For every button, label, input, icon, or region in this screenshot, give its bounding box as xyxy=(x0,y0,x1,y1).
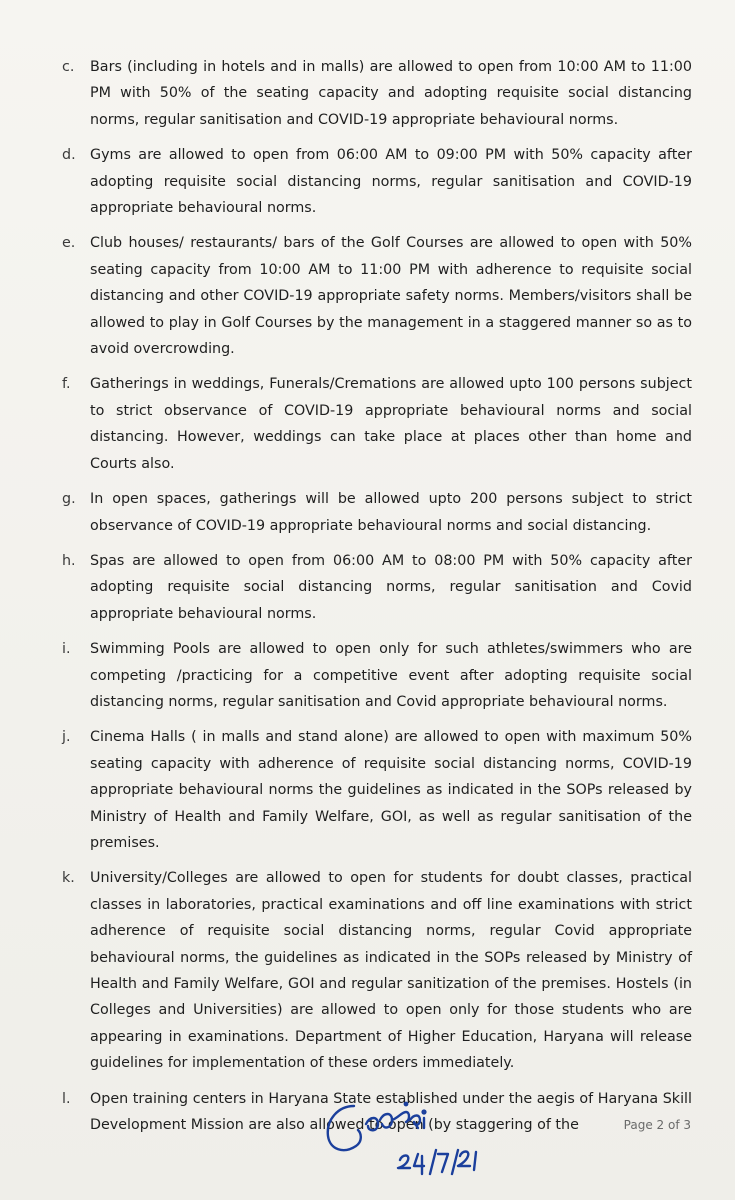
item-letter: c. xyxy=(62,59,75,75)
item-letter: i. xyxy=(62,641,71,658)
item-letter: d. xyxy=(62,147,76,164)
list-item-k xyxy=(60,865,692,1076)
list-item-i xyxy=(60,636,692,715)
list-item-g xyxy=(60,486,692,539)
page-number: Page 2 of 3 xyxy=(623,1118,691,1132)
signature-drawing xyxy=(318,1090,508,1190)
list-item-e xyxy=(60,230,692,362)
item-text: Gyms are allowed to open from 06:00 AM to 09:00 PM with 50% capacity after adopting requisite social distancing norms, regular sanitisation and COVID-19 appropriate behavioural norms. xyxy=(90,147,692,217)
item-text: University/Colleges are allowed to open for students for doubt classes, practical classes in laboratories, practical examinations and off line examinations with strict adherence of requisite social distancing norms, regular Covid appropriate behavioural norms, the guidelines as indicated in the SOPs released by Ministry of Health and Family Welfare, GOI and regular sanitization of the premises. Hostels (in Colleges and Universities) are allowed to open only for those students who are appearing in examinations. Department of Higher Education, Haryana will release guidelines for implementation of these orders immediately. xyxy=(90,870,692,1072)
item-text: Cinema Halls ( in malls and stand alone) are allowed to open with maximum 50% seating capacity with adherence of requisite social distancing norms, COVID-19 appropriate behavioural norms the guidelines as indicated in the SOPs released by Ministry of Health and Family Welfare, GOI, as well as regular sanitisation of the premises. xyxy=(90,729,692,851)
handwritten-signature xyxy=(318,1090,508,1190)
list-item-j xyxy=(60,724,692,856)
item-text: Open training centers in Haryana State established under the aegis of Haryana Skill Development Mission are also allowed to open (by staggering of the xyxy=(90,1090,692,1134)
item-letter: f. xyxy=(62,376,71,393)
list-item-c xyxy=(60,54,692,133)
item-letter: g. xyxy=(62,491,76,508)
item-letter: k. xyxy=(62,870,75,887)
item-letter: j. xyxy=(62,729,71,746)
list-item-f xyxy=(60,371,692,477)
list-item-d xyxy=(60,142,692,221)
item-text: Gatherings in weddings, Funerals/Cremations are allowed upto 100 persons subject to strict observance of COVID-19 appropriate behavioural norms and social distancing. However, weddings can take place at places other than home and Courts also. xyxy=(90,376,692,472)
list-item-h xyxy=(60,548,692,627)
item-letter: h. xyxy=(62,552,76,569)
item-text: In open spaces, gatherings will be allowed upto 200 persons subject to strict observance of COVID-19 appropriate behavioural norms and social distancing. xyxy=(90,491,692,534)
item-letter: l. xyxy=(62,1090,71,1107)
item-letter: e. xyxy=(62,235,76,252)
item-text: Swimming Pools are allowed to open only for such athletes/swimmers who are competing /practicing for a competitive event after adopting requisite social distancing norms, regular sanitisation and Covid appropriate behavioural norms. xyxy=(90,641,692,710)
item-text: Club houses/ restaurants/ bars of the Golf Courses are allowed to open with 50% seating capacity from 10:00 AM to 11:00 PM with adherence to requisite social distancing and other COVID-19 appropriate safety norms. Members/visitors shall be allowed to play in Golf Courses by the management in a staggered manner so as to avoid overcrowding. xyxy=(90,235,692,358)
order-item-list xyxy=(60,54,692,1147)
item-text: Bars (including in hotels and in malls) are allowed to open from 10:00 AM to 11:00 PM with 50% of the seating capacity and adopting requisite social distancing norms, regular sanitisation and COVID-19 appropriate behavioural norms. xyxy=(90,59,692,128)
item-text: Spas are allowed to open from 06:00 AM to 08:00 PM with 50% capacity after adopting requisite social distancing norms, regular sanitisation and Covid appropriate behavioural norms. xyxy=(90,552,692,622)
